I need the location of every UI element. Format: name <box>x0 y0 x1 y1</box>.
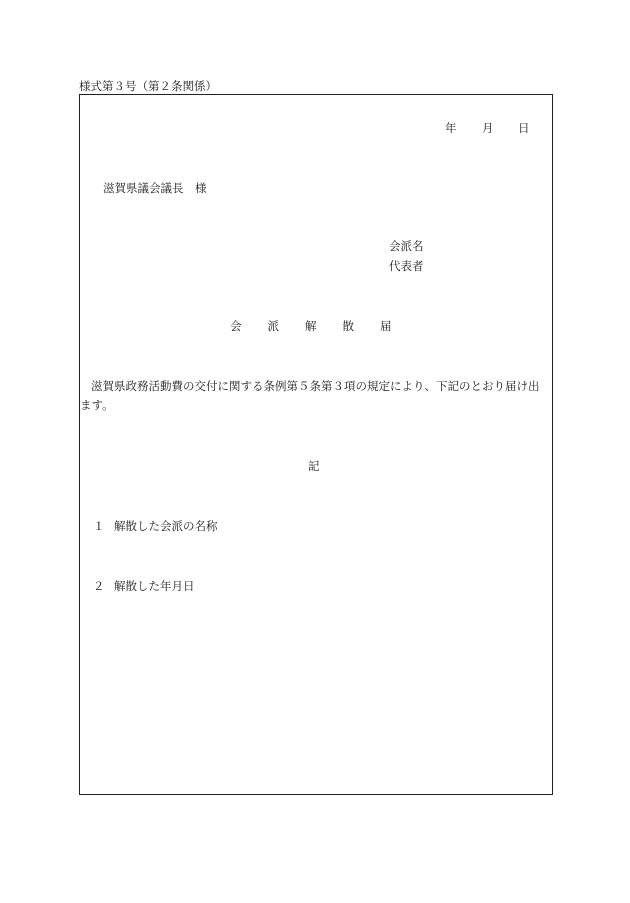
date-day-label: 日 <box>518 121 530 135</box>
ki-heading: 記 <box>308 459 320 473</box>
document-title-char: 解 <box>305 319 317 333</box>
body-text-line-1: 滋賀県政務活動費の交付に関する条例第５条第３項の規定により、下記のとおり届け出 <box>91 379 540 393</box>
document-title-char: 会 <box>230 319 242 333</box>
date-year-label: 年 <box>445 121 457 135</box>
item-text: 解散した会派の名称 <box>114 519 218 533</box>
representative-label: 代表者 <box>389 259 424 273</box>
form-frame <box>79 94 553 795</box>
date-month-label: 月 <box>482 121 494 135</box>
document-title-char: 届 <box>380 319 392 333</box>
item-text: 解散した年月日 <box>114 579 195 593</box>
item-number: １ <box>93 519 105 533</box>
body-text-line-2: ます。 <box>80 398 114 412</box>
form-label: 様式第３号（第２条関係） <box>79 79 217 93</box>
document-title-char: 派 <box>267 319 279 333</box>
addressee: 滋賀県議会議長 様 <box>103 181 207 195</box>
document-title-char: 散 <box>342 319 354 333</box>
faction-name-label: 会派名 <box>389 239 424 253</box>
item-number: ２ <box>93 579 105 593</box>
document-title <box>230 318 392 334</box>
